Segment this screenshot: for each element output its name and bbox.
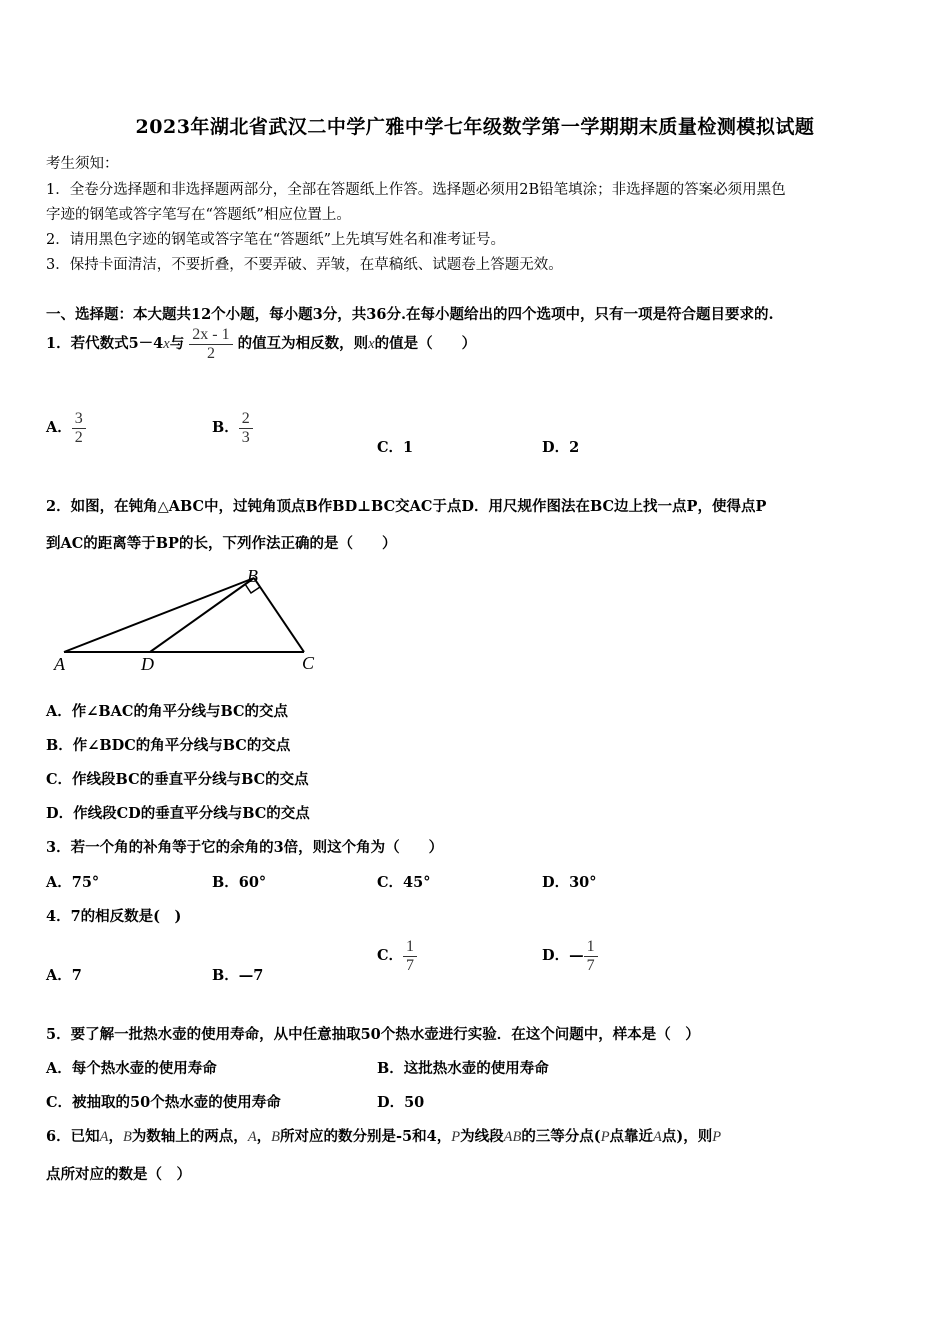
option-fraction <box>584 938 598 974</box>
q2-option-b[interactable]: B．作∠BDC的角平分线与BC的交点 <box>46 737 291 754</box>
option-fraction <box>403 938 417 974</box>
question-6-line2: 点所对应的数是（ ） <box>46 1166 191 1183</box>
segment-ab <box>64 578 254 652</box>
q5-option-b[interactable]: B．这批热水壶的使用寿命 <box>377 1060 549 1077</box>
q3-option-b[interactable]: B．60° <box>212 874 267 891</box>
q6-text: ， <box>256 1128 272 1145</box>
q4-option-b[interactable]: B．—7 <box>212 967 264 984</box>
q6-text: 的三等分点( <box>521 1128 601 1145</box>
notice-heading: 考生须知： <box>46 156 119 172</box>
q6-var: B <box>122 1129 132 1145</box>
q6-text: 点靠近 <box>609 1128 654 1145</box>
frac-num: 1 <box>584 938 598 957</box>
q1-text-post2: 的值是（ ） <box>374 335 477 353</box>
q6-var: A <box>247 1129 257 1145</box>
q3-option-d[interactable]: D．30° <box>542 874 597 891</box>
q4-option-a[interactable]: A．7 <box>46 967 82 984</box>
q2-option-a[interactable]: A．作∠BAC的角平分线与BC的交点 <box>46 703 289 720</box>
q2-option-c[interactable]: C．作线段BC的垂直平分线与BC的交点 <box>46 771 309 788</box>
q6-text: 所对应的数分别是-5和4， <box>280 1128 452 1145</box>
question-3: 3．若一个角的补角等于它的余角的3倍，则这个角为（ ） <box>46 839 444 856</box>
q5-option-d[interactable]: D．50 <box>377 1094 425 1111</box>
q5-option-c[interactable]: C．被抽取的50个热水壶的使用寿命 <box>46 1094 281 1111</box>
q1-text-post: 的值互为相反数，则 <box>237 335 369 353</box>
notice-item: 字迹的钢笔或答字笔写在“答题纸”相应位置上。 <box>46 207 351 223</box>
q1-option-d[interactable]: D．2 <box>542 439 580 456</box>
q1-var: x <box>163 336 170 353</box>
frac-den: 3 <box>241 428 250 446</box>
q2-option-d[interactable]: D．作线段CD的垂直平分线与BC的交点 <box>46 805 310 822</box>
question-2-line1: 2．如图，在钝角△ABC中，过钝角顶点B作BD⊥BC交AC于点D．用尺规作图法在BC边上找一点P，使得点P <box>46 498 767 515</box>
section-heading: 一、选择题：本大题共12个小题，每小题3分，共36分.在每小题给出的四个选项中，只有一项是符合题目要求的. <box>46 306 774 323</box>
q6-text: ， <box>108 1128 123 1145</box>
q6-var: P <box>600 1129 610 1145</box>
q1-text-mid: 与 <box>169 335 185 353</box>
option-label: B． <box>212 419 239 437</box>
label-c: C <box>302 653 315 673</box>
label-d: D <box>141 654 154 674</box>
q1-fraction <box>189 326 232 362</box>
q6-var: P <box>712 1129 722 1145</box>
q6-text: 点)，则 <box>661 1128 713 1145</box>
q1-text-pre: 1．若代数式5－4 <box>46 335 164 353</box>
q1-option-c[interactable]: C．1 <box>377 439 414 456</box>
label-b: B <box>247 566 258 586</box>
option-label: D．— <box>542 947 584 965</box>
frac-num: 3 <box>72 410 86 429</box>
q5-option-a[interactable]: A．每个热水壶的使用寿命 <box>46 1060 217 1077</box>
q6-var: B <box>271 1129 281 1145</box>
q6-text: 为线段 <box>460 1128 504 1145</box>
question-4: 4．7的相反数是( ) <box>46 908 182 925</box>
page-title: 2023年湖北省武汉二中学广雅中学七年级数学第一学期期末质量检测模拟试题 <box>135 116 815 138</box>
q1-frac-den: 2 <box>206 344 215 362</box>
notice-item: 2．请用黑色字迹的钢笔或答字笔在“答题纸”上先填写姓名和准考证号。 <box>46 232 506 248</box>
frac-num: 2 <box>239 410 253 429</box>
q1-frac-num: 2x - 1 <box>189 326 232 345</box>
q1-option-b[interactable] <box>212 410 253 446</box>
question-2-line2: 到AC的距离等于BP的长，下列作法正确的是（ ） <box>46 535 397 552</box>
label-a: A <box>54 654 65 674</box>
q6-text: 6．已知 <box>46 1128 100 1145</box>
q1-option-a[interactable] <box>46 410 86 446</box>
frac-den: 7 <box>406 956 415 974</box>
segment-bd <box>150 578 254 652</box>
frac-den: 2 <box>74 428 83 446</box>
question-6-line1 <box>46 1125 721 1146</box>
q4-option-c[interactable] <box>377 938 417 974</box>
q3-option-a[interactable]: A．75° <box>46 874 100 891</box>
option-fraction <box>239 410 253 446</box>
q4-option-d[interactable] <box>542 938 598 974</box>
frac-num: 1 <box>403 938 417 957</box>
notice-item: 3．保持卡面清洁，不要折叠，不要弄破、弄皱，在草稿纸、试题卷上答题无效。 <box>46 257 563 273</box>
option-label: A． <box>46 419 72 437</box>
q1-post-var: x <box>368 336 375 353</box>
question-1 <box>46 326 476 362</box>
frac-den: 7 <box>586 956 595 974</box>
segment-bc <box>254 578 304 652</box>
option-label: C． <box>377 947 404 965</box>
option-fraction <box>72 410 86 446</box>
question-5: 5．要了解一批热水壶的使用寿命，从中任意抽取50个热水壶进行实验．在这个问题中，样本是（ ） <box>46 1026 700 1043</box>
q6-text: 为数轴上的两点， <box>131 1128 248 1145</box>
notice-item: 1．全卷分选择题和非选择题两部分，全部在答题纸上作答。选择题必须用2B铅笔填涂；非选择题的答案必须用黑色 <box>46 182 786 198</box>
triangle-figure <box>46 563 336 683</box>
q3-option-c[interactable]: C．45° <box>377 874 431 891</box>
q6-var: AB <box>503 1129 522 1145</box>
q6-var: A <box>653 1129 662 1145</box>
q6-var: P <box>451 1129 461 1145</box>
q6-var: A <box>99 1129 109 1145</box>
